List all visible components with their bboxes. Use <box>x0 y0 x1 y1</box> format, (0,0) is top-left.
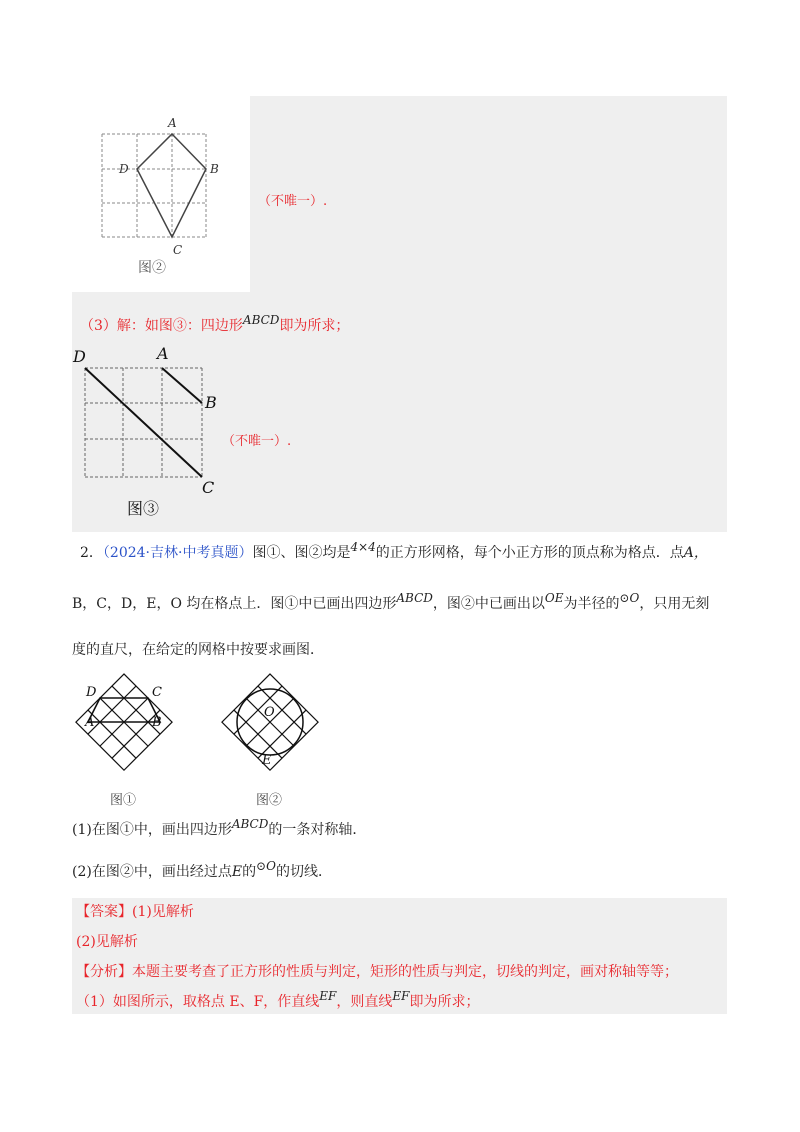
figure-2-panel <box>72 96 250 292</box>
label-c: C <box>202 478 215 497</box>
question-source: （2024·吉林·中考真题） <box>102 545 253 561</box>
segment-ab <box>162 368 202 403</box>
question-line-3: 度的直尺，在给定的网格中按要求画图． <box>72 642 324 658</box>
quad-abcd <box>88 698 160 722</box>
sub-question-2: (2)在图②中，画出经过点E的⊙O的切线． <box>72 859 332 880</box>
question-line-2: B，C，D，E，O 均在格点上．图①中已画出四边形ABCD，图②中已画出以OE为半径的⊙O，只用无刻 <box>72 591 710 612</box>
part3-text: （3）解：如图③：四边形ABCD即为所求； <box>80 313 350 334</box>
analysis-step-1: （1）如图所示，取格点 E、F，作直线EF，则直线EF即为所求； <box>76 989 480 1010</box>
label-c: C <box>152 685 162 700</box>
label-e: E <box>262 753 272 768</box>
label-a: A <box>168 116 177 130</box>
label-b: B <box>210 162 219 176</box>
figure-2-caption: 图② <box>256 793 283 808</box>
fig2-note: （不唯一）. <box>258 194 328 209</box>
label-d: D <box>73 347 86 366</box>
label-a: A <box>157 344 169 363</box>
analysis-line: 【分析】本题主要考查了正方形的性质与判定，矩形的性质与判定，切线的判定，画对称轴等等； <box>76 964 678 980</box>
figure-2-kite <box>72 96 250 292</box>
fig3-note: （不唯一）. <box>222 434 292 449</box>
question-line-1: 2．（2024·吉林·中考真题）图①、图②均是4×4的正方形网格，每个小正方形的顶点称为格点．点A， <box>80 540 708 561</box>
answer-line-1: 【答案】(1)见解析 <box>76 904 194 920</box>
label-o: O <box>264 705 275 720</box>
segment-dc <box>85 368 202 477</box>
label-d: D <box>86 685 97 700</box>
label-c: C <box>173 243 183 257</box>
sub-question-1: (1)在图①中，画出四边形ABCD的一条对称轴． <box>72 817 367 838</box>
answer-line-2: (2)见解析 <box>76 934 138 950</box>
label-a: A <box>85 715 95 730</box>
label-d: D <box>119 162 129 176</box>
label-b: B <box>152 715 162 730</box>
figure-1-caption: 图① <box>110 793 137 808</box>
question-figures <box>60 664 360 814</box>
figure-3-caption: 图③ <box>127 499 160 518</box>
figure-2-caption: 图② <box>138 260 166 276</box>
label-b: B <box>205 393 217 412</box>
